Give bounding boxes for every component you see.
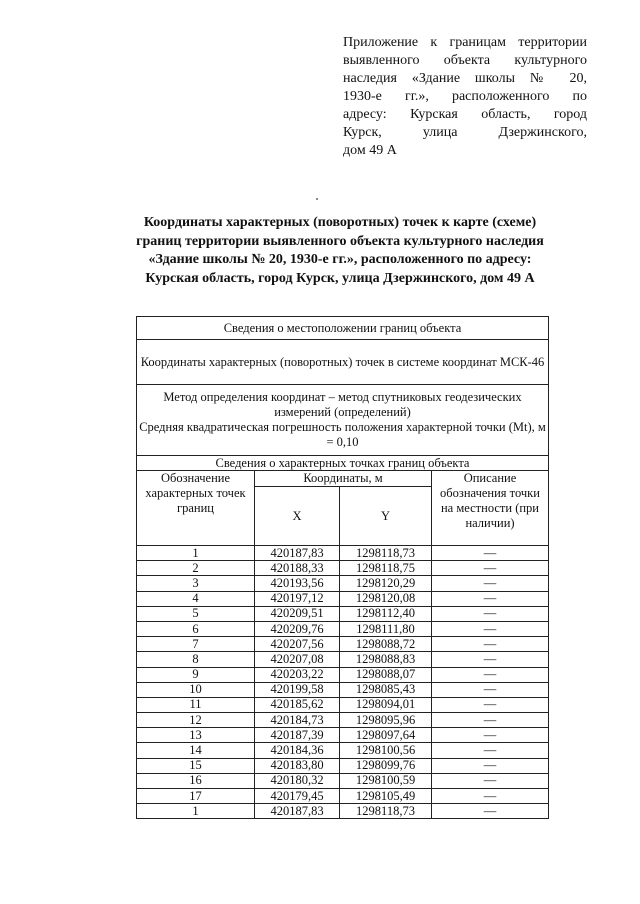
x-coordinate-cell: 420184,36 bbox=[255, 743, 340, 758]
appendix-line: Приложение к границам территории bbox=[343, 35, 587, 50]
x-coordinate-cell: 420199,58 bbox=[255, 682, 340, 697]
point-number-cell: 8 bbox=[137, 652, 255, 667]
scan-speck bbox=[316, 198, 318, 200]
x-coordinate-cell: 420188,33 bbox=[255, 561, 340, 576]
point-number-cell: 5 bbox=[137, 606, 255, 621]
table-row bbox=[137, 743, 549, 758]
points-heading: Сведения о характерных точках границ объекта bbox=[137, 456, 549, 471]
description-cell: — bbox=[432, 804, 549, 819]
y-coordinate-cell: 1298088,83 bbox=[340, 652, 432, 667]
table-row bbox=[137, 758, 549, 773]
table-row bbox=[137, 591, 549, 606]
method-text: Метод определения координат – метод спутниковых геодезических измерений (определений) bbox=[163, 390, 522, 419]
y-coordinate-cell: 1298118,73 bbox=[340, 546, 432, 561]
y-header: Y bbox=[340, 487, 432, 546]
description-cell: — bbox=[432, 667, 549, 682]
x-coordinate-cell: 420187,39 bbox=[255, 728, 340, 743]
x-header: X bbox=[255, 487, 340, 546]
description-header: Описание обозначения точки на местности (при наличии) bbox=[432, 471, 549, 546]
appendix-line: Курск, улица Дзержинского, bbox=[343, 125, 587, 140]
description-cell: — bbox=[432, 697, 549, 712]
title-line: «Здание школы № 20, 1930-е гг.», расположенного по адресу: bbox=[148, 252, 532, 267]
table-row bbox=[137, 804, 549, 819]
point-number-cell: 10 bbox=[137, 682, 255, 697]
point-number-cell: 12 bbox=[137, 713, 255, 728]
y-coordinate-cell: 1298095,96 bbox=[340, 713, 432, 728]
y-coordinate-cell: 1298099,76 bbox=[340, 758, 432, 773]
point-number-cell: 11 bbox=[137, 697, 255, 712]
y-coordinate-cell: 1298112,40 bbox=[340, 606, 432, 621]
x-coordinate-cell: 420180,32 bbox=[255, 773, 340, 788]
x-coordinate-cell: 420209,51 bbox=[255, 606, 340, 621]
y-coordinate-cell: 1298120,29 bbox=[340, 576, 432, 591]
coordinates-table bbox=[136, 316, 549, 819]
appendix-line: адресу: Курская область, город bbox=[343, 107, 587, 122]
y-coordinate-cell: 1298118,75 bbox=[340, 561, 432, 576]
table-row bbox=[137, 606, 549, 621]
y-coordinate-cell: 1298111,80 bbox=[340, 621, 432, 636]
table-row bbox=[137, 667, 549, 682]
x-coordinate-cell: 420203,22 bbox=[255, 667, 340, 682]
description-cell: — bbox=[432, 728, 549, 743]
x-coordinate-cell: 420185,62 bbox=[255, 697, 340, 712]
table-row bbox=[137, 728, 549, 743]
x-coordinate-cell: 420193,56 bbox=[255, 576, 340, 591]
description-cell: — bbox=[432, 606, 549, 621]
y-coordinate-cell: 1298094,01 bbox=[340, 697, 432, 712]
table-row bbox=[137, 713, 549, 728]
description-cell: — bbox=[432, 546, 549, 561]
appendix-line: наследия «Здание школы № 20, bbox=[343, 71, 587, 86]
description-cell: — bbox=[432, 652, 549, 667]
point-number-cell: 1 bbox=[137, 546, 255, 561]
title-line: границ территории выявленного объекта культурного наследия bbox=[136, 233, 544, 249]
description-cell: — bbox=[432, 682, 549, 697]
table-row bbox=[137, 789, 549, 804]
coordinates-rows bbox=[137, 546, 549, 819]
description-cell: — bbox=[432, 758, 549, 773]
section-location-heading: Сведения о местоположении границ объекта bbox=[137, 317, 549, 340]
y-coordinate-cell: 1298118,73 bbox=[340, 804, 432, 819]
table-row bbox=[137, 637, 549, 652]
table-row bbox=[137, 697, 549, 712]
table-row bbox=[137, 621, 549, 636]
point-number-cell: 2 bbox=[137, 561, 255, 576]
x-coordinate-cell: 420179,45 bbox=[255, 789, 340, 804]
y-coordinate-cell: 1298088,07 bbox=[340, 667, 432, 682]
y-coordinate-cell: 1298097,64 bbox=[340, 728, 432, 743]
method-info bbox=[137, 385, 549, 456]
description-cell: — bbox=[432, 591, 549, 606]
y-coordinate-cell: 1298120,08 bbox=[340, 591, 432, 606]
point-number-cell: 1 bbox=[137, 804, 255, 819]
y-coordinate-cell: 1298100,56 bbox=[340, 743, 432, 758]
table-row bbox=[137, 652, 549, 667]
table-row bbox=[137, 773, 549, 788]
point-number-cell: 3 bbox=[137, 576, 255, 591]
description-cell: — bbox=[432, 637, 549, 652]
description-cell: — bbox=[432, 743, 549, 758]
y-coordinate-cell: 1298105,49 bbox=[340, 789, 432, 804]
x-coordinate-cell: 420183,80 bbox=[255, 758, 340, 773]
title-line: Координаты характерных (поворотных) точек к карте (схеме) bbox=[143, 215, 537, 230]
point-number-cell: 14 bbox=[137, 743, 255, 758]
x-coordinate-cell: 420187,83 bbox=[255, 804, 340, 819]
description-cell: — bbox=[432, 576, 549, 591]
x-coordinate-cell: 420207,56 bbox=[255, 637, 340, 652]
description-cell: — bbox=[432, 713, 549, 728]
appendix-line: 1930-е гг.», расположенного по bbox=[343, 89, 587, 104]
point-number-cell: 7 bbox=[137, 637, 255, 652]
point-number-cell: 16 bbox=[137, 773, 255, 788]
accuracy-text: Средняя квадратическая погрешность положения характерной точки (Mt), м = 0,10 bbox=[139, 420, 546, 449]
table-row bbox=[137, 561, 549, 576]
x-coordinate-cell: 420207,08 bbox=[255, 652, 340, 667]
x-coordinate-cell: 420184,73 bbox=[255, 713, 340, 728]
coordinates-header: Координаты, м bbox=[255, 471, 432, 487]
point-number-cell: 4 bbox=[137, 591, 255, 606]
x-coordinate-cell: 420187,83 bbox=[255, 546, 340, 561]
description-cell: — bbox=[432, 773, 549, 788]
description-cell: — bbox=[432, 561, 549, 576]
table-row bbox=[137, 682, 549, 697]
document-title bbox=[100, 214, 580, 288]
y-coordinate-cell: 1298088,72 bbox=[340, 637, 432, 652]
description-cell: — bbox=[432, 789, 549, 804]
designation-header: Обозначение характерных точек границ bbox=[137, 471, 255, 546]
y-coordinate-cell: 1298085,43 bbox=[340, 682, 432, 697]
table-row bbox=[137, 576, 549, 591]
point-number-cell: 13 bbox=[137, 728, 255, 743]
appendix-line: дом 49 А bbox=[343, 143, 397, 158]
point-number-cell: 9 bbox=[137, 667, 255, 682]
appendix-note bbox=[343, 34, 587, 160]
table-row bbox=[137, 546, 549, 561]
point-number-cell: 15 bbox=[137, 758, 255, 773]
x-coordinate-cell: 420209,76 bbox=[255, 621, 340, 636]
x-coordinate-cell: 420197,12 bbox=[255, 591, 340, 606]
title-line: Курская область, город Курск, улица Дзержинского, дом 49 А bbox=[145, 270, 535, 286]
y-coordinate-cell: 1298100,59 bbox=[340, 773, 432, 788]
appendix-line: выявленного объекта культурного bbox=[343, 53, 587, 68]
description-cell: — bbox=[432, 621, 549, 636]
point-number-cell: 6 bbox=[137, 621, 255, 636]
coordinate-system-heading: Координаты характерных (поворотных) точек в системе координат МСК-46 bbox=[137, 340, 549, 385]
point-number-cell: 17 bbox=[137, 789, 255, 804]
